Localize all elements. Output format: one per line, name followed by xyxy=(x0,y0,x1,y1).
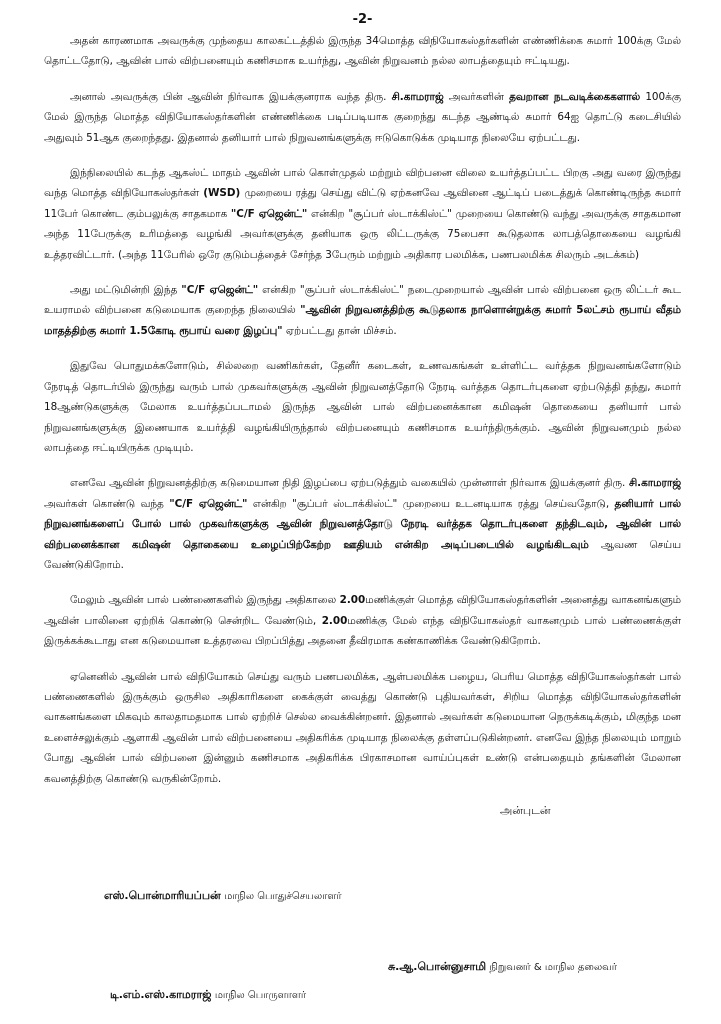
paragraph-5 xyxy=(44,356,681,458)
paragraph-2-text-a: அனால் அவருக்கு பின் ஆவின் நிர்வாக இயக்குனராக வந்த திரு. xyxy=(70,90,392,103)
paragraph-7-text-a: மேலும் ஆவின் பால் பண்ணைகளில் இருந்து அதிகாலை xyxy=(70,594,340,607)
demand-statement: தனியார் பால் நிறுவனங்களைப் போல் பால் முகவர்களுக்கு ஆவின் நிறுவனத்தோடு நேரடி வர்த்தக தொடர்புகளை தந்திடவும், ஆவின் பால் விற்பனைக்கான கமிஷன் தொகையை உழைப்பிற்கேற்ற ஊதியம் என்கிற அடிப்படையில் வழங்கிடவும் xyxy=(44,497,682,551)
cf-agent-term: "C/F ஏஜென்ட்" xyxy=(230,207,308,220)
paragraph-5-text: இதுவே பொதுமக்களோடும், சில்லறை வணிகர்கள், தேனீர் கடைகள், உணவகங்கள் உள்ளிட்ட வர்த்தக நிறுவனங்களோடும் நேரடித் தொடர்பில் இருந்து வரும் பால் முகவர்களுக்கு ஆவின் நிறுவனத்தோடு நேரடி வர்த்தக தொடர்புகளை ஏற்படுத்தி தந்து, சுமார் 18ஆண்டுகளுக்கு மேலாக உயர்த்தப்படாமல் இருந்த ஆவின் பால் விற்பனைக்கான கமிஷன் தொகையை தனியார் பால் நிறுவனங்களுக்கு இணையாக உயர்த்தி வழங்கியிருந்தால் விற்பனையும் கணிசமாக உயர்ந்திருக்கும். ஆவின் நிறுவனமும் நல்ல லாபத்தை ஈட்டியிருக்க முடியும். xyxy=(44,360,681,454)
official-name: சி.காமராஜ் xyxy=(391,90,444,103)
paragraph-6-text-g: ஆவண செய்ய வேண்டுகிறோம். xyxy=(44,538,681,571)
signatory-name: எஸ்.பொன்மாரியப்பன் xyxy=(104,889,221,902)
signature-founder xyxy=(388,960,617,975)
signatory-name: சு.ஆ.பொன்னுசாமி xyxy=(388,960,487,973)
paragraph-4-text-a: அது மட்டுமின்றி இந்த xyxy=(70,284,182,297)
signatory-role: மாநில பொதுச்செயலாளர் xyxy=(224,891,342,902)
wsd-term: (WSD) xyxy=(203,187,241,200)
paragraph-3 xyxy=(44,163,681,265)
signature-treasurer xyxy=(110,988,306,1003)
paragraph-4-text-c: என்கிற "சூப்பர் ஸ்டாக்கிஸ்ட்" நடைமுறையால் ஆவின் பால் விற்பனை ஒரு லிட்டர் கூட உயராமல் விற்பனை கடுமையாக குறைந்த நிலையில் xyxy=(44,284,681,317)
closing-salutation: அன்புடன் xyxy=(500,804,551,817)
paragraph-1 xyxy=(44,31,681,72)
time-value: 2.00 xyxy=(321,614,348,627)
paragraph-6 xyxy=(44,473,681,575)
emphasis-text: தவறான நடவடிக்கைகளால் xyxy=(509,90,641,103)
paragraph-7-text-c: மணிக்குள் மொத்த விநியோகஸ்தர்களின் அனைத்து வாகனங்களும் ஆவின் பாலினை ஏற்றிக் கொண்டு சென்றிட வேண்டும், xyxy=(44,594,682,627)
cf-agent-term: "C/F ஏஜென்ட்" xyxy=(181,284,259,297)
page-number: -2- xyxy=(352,12,373,27)
paragraph-3-text-a: இந்நிலையில் கடந்த ஆகஸ்ட் மாதம் ஆவின் பால் கொள்முதல் மற்றும் விற்பனை விலை உயர்த்தப்பட்ட பிறகு அது வரை இருந்து வந்த மொத்த விநியோகஸ்தர்கள் xyxy=(44,167,681,200)
paragraph-4-text-e: ஏற்பட்டது தான் மிச்சம். xyxy=(282,324,397,337)
paragraph-3-text-e: என்கிற "சூப்பர் ஸ்டாக்கிஸ்ட்" முறையை கொண்டு வந்து அவருக்கு சாதகமான அந்த 11பேருக்கு உரிமத்தை வழங்கி அவர்களுக்கு தனியாக ஒரு லிட்டருக்கு 75பைசா கூடுதலாக லாபத்தொகையை வழங்கி உத்தரவிட்டார். (அந்த 11பேரில் ஒரே குடும்பத்தைச் சேர்ந்த 3பேரும் மற்றும் அதிகார பலமிக்க, பணபலமிக்க சிலரும் அடக்கம்) xyxy=(44,207,681,261)
paragraph-3-text-c: முறையை ரத்து செய்து விட்டு ஏற்கனவே ஆவினை ஆட்டிப் படைத்துக் கொண்டிருந்த சுமார் 11பேர் கொண்ட கும்பலுக்கு சாதகமாக xyxy=(44,187,681,220)
signatory-role: மாநில பொருளாளர் xyxy=(214,990,307,1001)
paragraph-1-text: அதன் காரணமாக அவருக்கு முந்தைய காலகட்டத்தில் இருந்த 34மொத்த விநியோகஸ்தர்களின் எண்ணிக்கை சுமார் 100க்கு மேல் தொட்டதோடு, ஆவின் பால் விற்பனையும் கணிசமாக உயர்ந்து, ஆவின் நிறுவனம் நல்ல லாபத்தையும் ஈட்டியது. xyxy=(44,35,681,68)
loss-statement: "ஆவின் நிறுவனத்திற்கு கூடுதலாக நாளொன்றுக்கு சுமார் 5லட்சம் ரூபாய் வீதம் மாதத்திற்கு சுமார் 1.5கோடி ரூபாய் வரை இழப்பு" xyxy=(44,304,681,337)
signatory-role: நிறுவனர் & மாநில தலைவர் xyxy=(489,962,617,973)
paragraph-4 xyxy=(44,280,681,341)
cf-agent-term: "C/F ஏஜென்ட்" xyxy=(169,497,248,510)
official-name: சி.காமராஜ் xyxy=(629,477,681,490)
paragraph-2-text-c: அவர்களின் xyxy=(443,90,510,103)
paragraph-6-text-c: அவர்கள் கொண்டு வந்த xyxy=(44,497,170,510)
time-value: 2.00 xyxy=(339,594,366,607)
paragraph-7-text-e: மணிக்கு மேல் எந்த விநியோகஸ்தர் வாகனமும் பால் பண்ணைக்குள் இருக்கக்கூடாது என கடுமையான உத்தரவை பிறப்பித்து அதனை தீவிரமாக கண்காணிக்க வேண்டுகிறோம். xyxy=(44,614,681,648)
signatory-name: டி.எம்.எஸ்.காமராஜ் xyxy=(110,988,212,1001)
paragraph-6-text-a: எனவே ஆவின் நிறுவனத்திற்கு கடுமையான நிதி இழப்பை ஏற்படுத்தும் வகையில் முன்னாள் நிர்வாக இயக்குனர் திரு. xyxy=(70,477,630,490)
paragraph-8-text: ஏனெனில் ஆவின் பால் விநியோகம் செய்து வரும் பணபலமிக்க, ஆள்பலமிக்க பழைய, பெரிய மொத்த விநியோகஸ்தர்கள் பால் பண்ணைகளில் இருக்கும் ஒருசில அதிகாரிகளை கைக்குள் வைத்து கொண்டு புதியவர்கள், சிறிய மொத்த விநியோகஸ்தர்களின் வாகனங்களை மிகவும் காலதாமதமாக பால் ஏற்றிச் செல்ல வைக்கின்றனர். இதனால் அவர்கள் கடுமையான நெருக்கடிக்கும், மிகுந்த மன உளைச்சலுக்கும் ஆளாகி ஆவின் பால் விற்பனையை அதிகரிக்க முடியாத நிலைக்கு தள்ளப்படுகின்றனர். எனவே இந்த நிலையும் மாறும் போது ஆவின் பால் விற்பனை இன்னும் கணிசமாக அதிகரிக்க பிரகாசமான வாய்ப்புகள் உண்டு என்பதையும் தங்களின் மேலான கவனத்திற்கு கொண்டு வருகின்றோம். xyxy=(44,670,681,785)
paragraph-6-text-e: என்கிற "சூப்பர் ஸ்டாக்கிஸ்ட்" முறையை உடனடியாக ரத்து செய்வதோடு, xyxy=(247,497,615,510)
paragraph-2-text-e: 100க்கு மேல் இருந்த மொத்த விநியோகஸ்தர்களின் எண்ணிக்கை படிப்படியாக குறைந்து கடந்த ஆண்டில் சுமார் 64ஐ தொட்டு கடைசியில் அதுவும் 51ஆக குறைந்தது. இதனால் தனியார் பால் நிறுவனங்களுக்கு ஈடுகொடுக்க முடியாத நிலையே ஏற்பட்டது. xyxy=(44,90,681,144)
paragraph-8 xyxy=(44,667,681,789)
paragraph-7 xyxy=(44,590,681,651)
paragraph-2 xyxy=(44,87,681,148)
signature-general-secretary xyxy=(104,889,342,904)
